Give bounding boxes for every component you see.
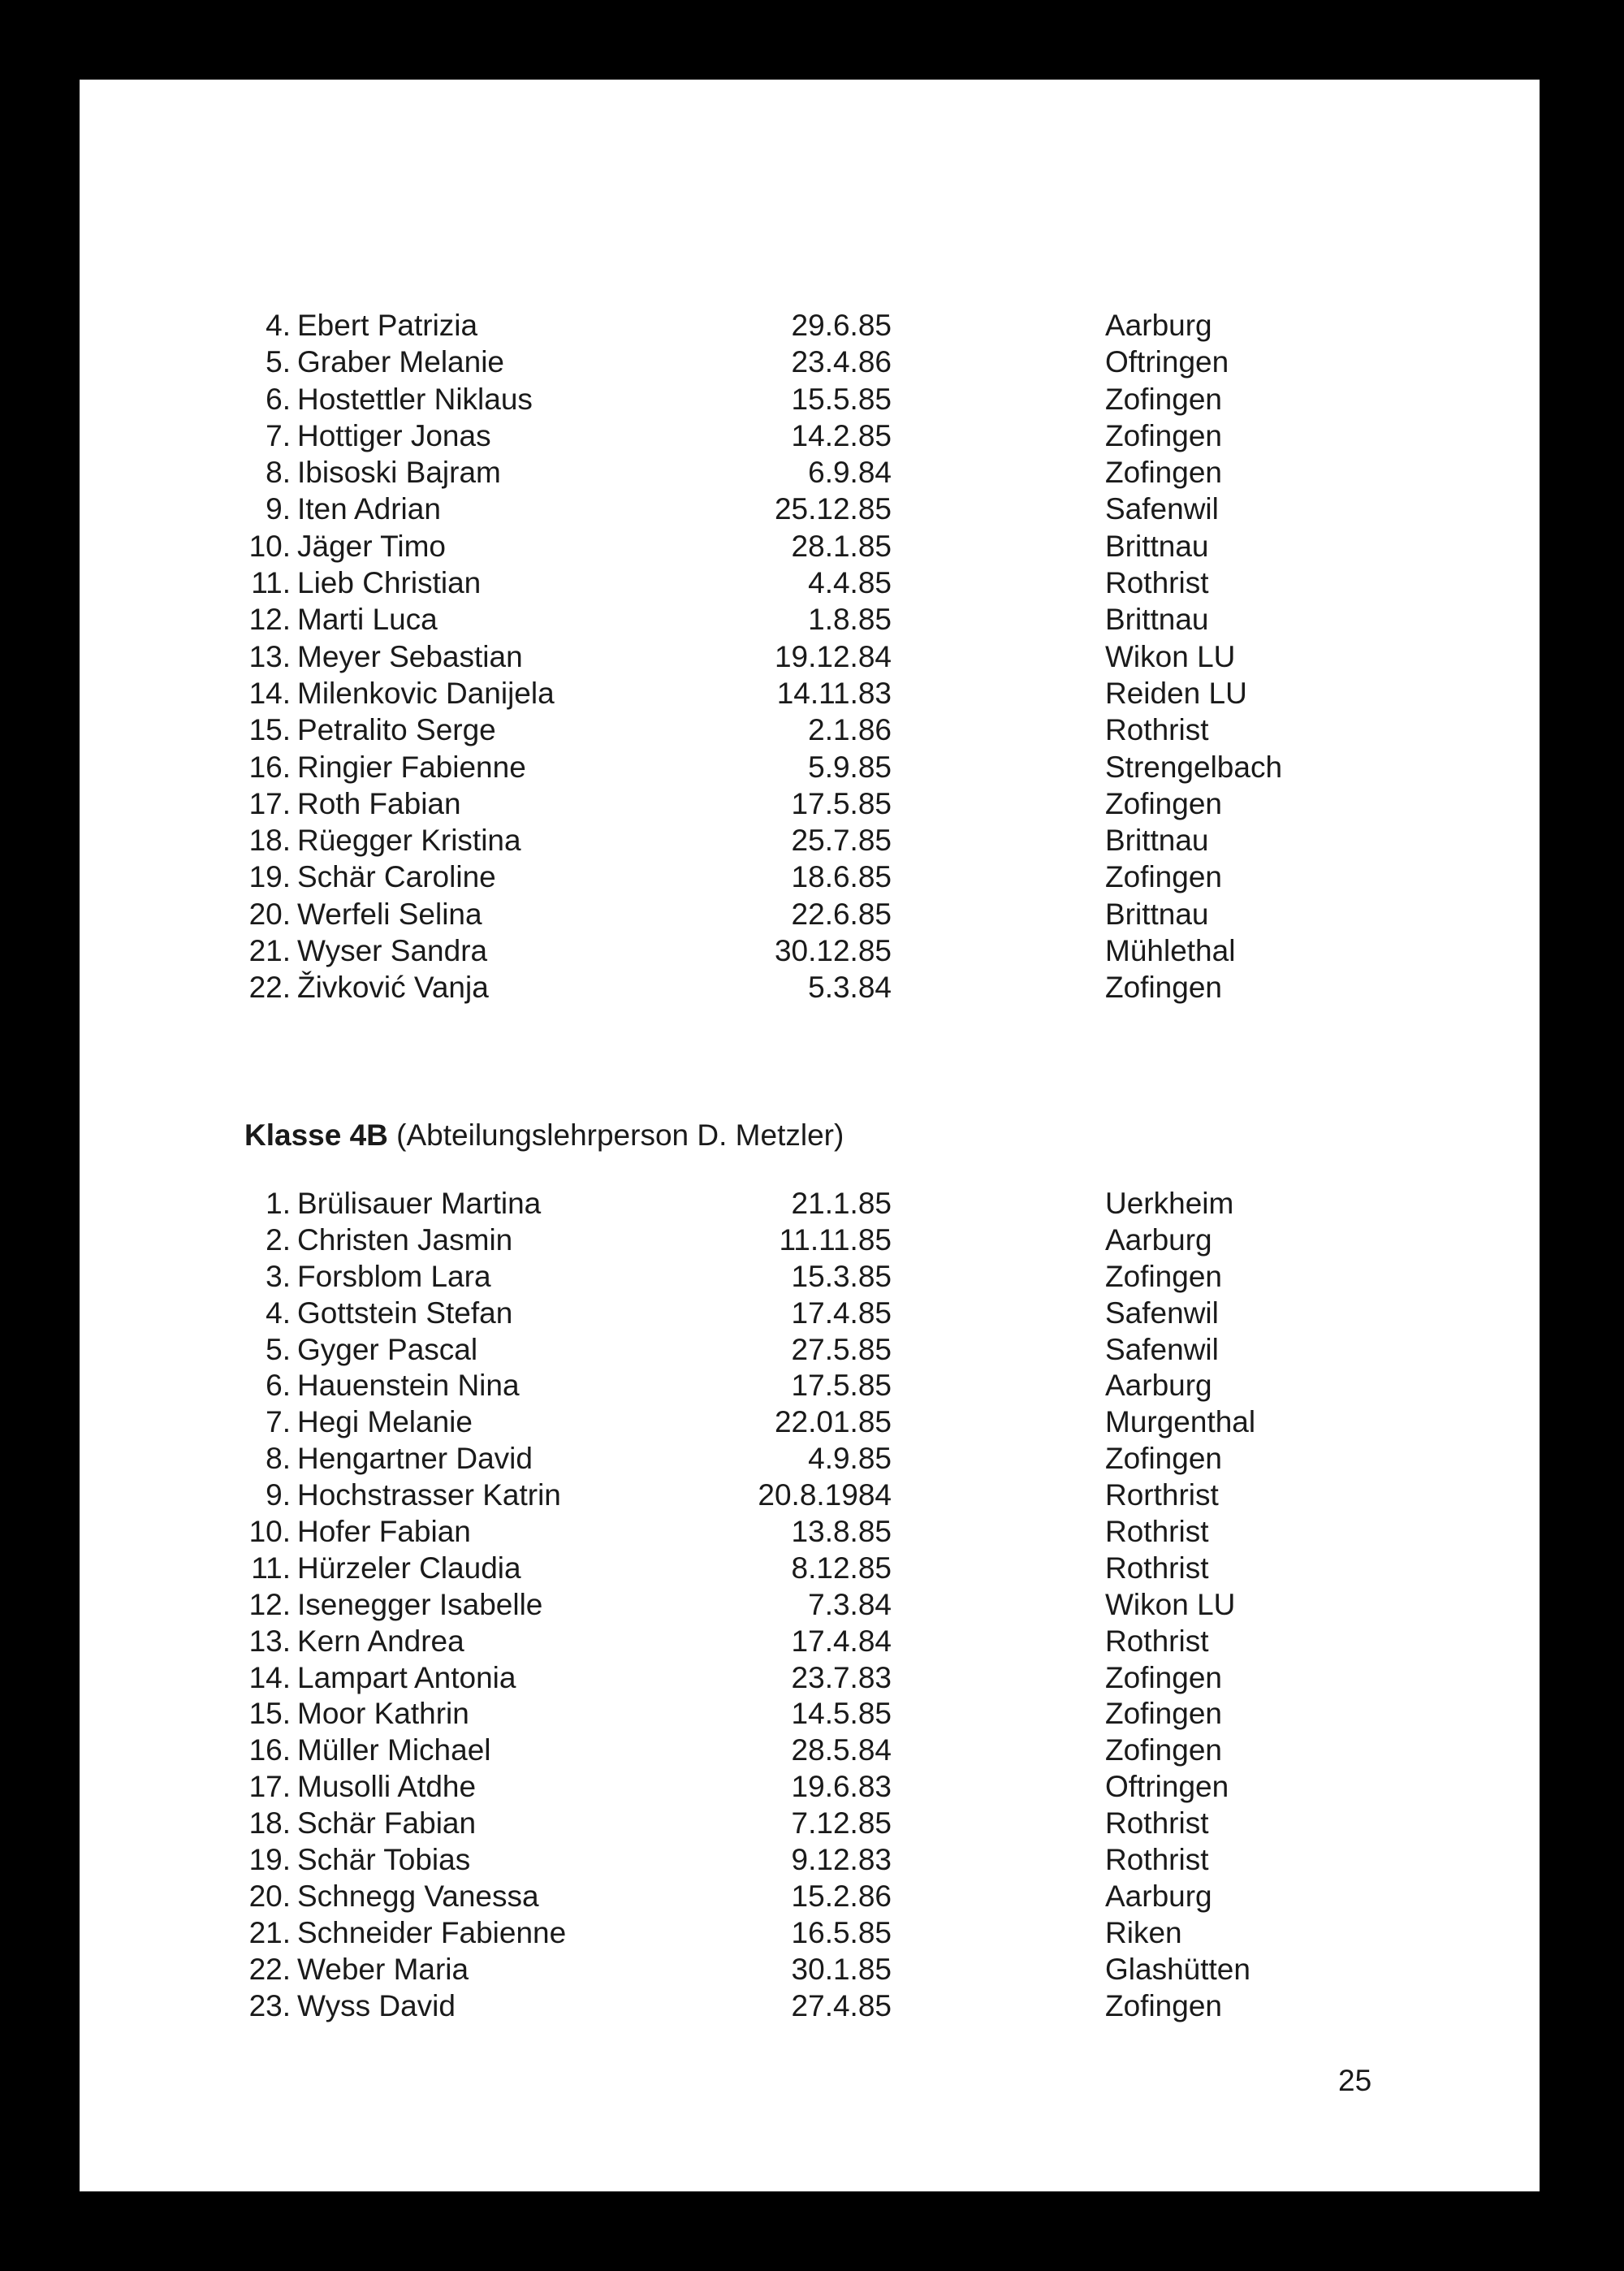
row-number: 10. (248, 1515, 291, 1549)
hometown: Brittnau (1105, 824, 1209, 858)
hometown: Reiden LU (1105, 676, 1247, 710)
student-row (242, 785, 1460, 822)
hometown: Riken (1105, 1915, 1182, 1949)
student-row (242, 638, 1460, 675)
student-name: Hürzeler Claudia (297, 1551, 521, 1585)
hometown: Brittnau (1105, 897, 1209, 931)
birth-date: 28.1.85 (791, 529, 892, 563)
student-name: Forsblom Lara (297, 1259, 491, 1293)
student-row (242, 675, 1460, 712)
hometown: Murgenthal (1105, 1405, 1256, 1439)
student-row (242, 1296, 1460, 1332)
student-name: Hengartner David (297, 1442, 533, 1476)
student-row (242, 381, 1460, 417)
row-number: 14. (248, 1660, 291, 1694)
student-row (242, 454, 1460, 491)
student-name: Isenegger Isabelle (297, 1587, 543, 1621)
row-number: 7. (266, 418, 291, 452)
birth-date: 14.5.85 (791, 1697, 892, 1731)
row-number: 7. (266, 1405, 291, 1439)
student-name: Hauenstein Nina (297, 1369, 520, 1403)
birth-date: 14.2.85 (791, 418, 892, 452)
student-name: Roth Fabian (297, 786, 461, 820)
birth-date: 8.12.85 (791, 1551, 892, 1585)
row-number: 17. (248, 786, 291, 820)
student-name: Iten Adrian (297, 492, 441, 526)
student-name: Kern Andrea (297, 1624, 464, 1658)
birth-date: 30.1.85 (791, 1952, 892, 1986)
student-name: Moor Kathrin (297, 1697, 469, 1731)
birth-date: 2.1.86 (808, 713, 892, 747)
row-number: 13. (248, 1624, 291, 1658)
row-number: 18. (248, 824, 291, 858)
birth-date: 23.7.83 (791, 1660, 892, 1694)
student-row (242, 1806, 1460, 1842)
student-row (242, 712, 1460, 748)
student-name: Marti Luca (297, 603, 438, 637)
birth-date: 17.5.85 (791, 786, 892, 820)
birth-date: 5.3.84 (808, 971, 892, 1005)
student-name: Gottstein Stefan (297, 1296, 513, 1330)
student-row (242, 859, 1460, 895)
student-row (242, 1624, 1460, 1660)
birth-date: 14.11.83 (776, 676, 892, 710)
hometown: Rothrist (1105, 1806, 1209, 1841)
page-number: 25 (1338, 2064, 1372, 2097)
document-page (80, 80, 1540, 2191)
hometown: Zofingen (1105, 418, 1222, 452)
row-number: 14. (248, 676, 291, 710)
student-list-4b (242, 1186, 1460, 2024)
row-number: 4. (266, 1296, 291, 1330)
birth-date: 7.12.85 (791, 1806, 892, 1841)
hometown: Rothrist (1105, 1515, 1209, 1549)
student-name: Jäger Timo (297, 529, 447, 563)
student-row (242, 307, 1460, 344)
hometown: Zofingen (1105, 1697, 1222, 1731)
birth-date: 23.4.86 (791, 345, 892, 379)
hometown: Wikon LU (1105, 1587, 1236, 1621)
birth-date: 18.6.85 (791, 860, 892, 894)
birth-date: 30.12.85 (774, 934, 892, 968)
row-number: 17. (248, 1770, 291, 1804)
class-heading-title: Klasse 4B (244, 1118, 388, 1152)
student-name: Wyser Sandra (297, 934, 488, 968)
birth-date: 19.12.84 (774, 639, 892, 673)
student-name: Hofer Fabian (297, 1515, 471, 1549)
row-number: 10. (248, 529, 291, 563)
row-number: 15. (248, 713, 291, 747)
student-row (242, 896, 1460, 932)
student-row (242, 822, 1460, 859)
hometown: Zofingen (1105, 860, 1222, 894)
row-number: 23. (248, 1988, 291, 2022)
row-number: 12. (248, 603, 291, 637)
student-name: Schär Fabian (297, 1806, 477, 1841)
birth-date: 22.01.85 (774, 1405, 892, 1439)
row-number: 22. (248, 1952, 291, 1986)
birth-date: 17.4.84 (791, 1624, 892, 1658)
hometown: Aarburg (1105, 1879, 1212, 1913)
hometown: Safenwil (1105, 1332, 1219, 1366)
hometown: Zofingen (1105, 1442, 1222, 1476)
birth-date: 15.3.85 (791, 1259, 892, 1293)
student-name: Milenkovic Danijela (297, 676, 555, 710)
student-name: Schär Caroline (297, 860, 496, 894)
row-number: 6. (266, 382, 291, 416)
birth-date: 19.6.83 (791, 1770, 892, 1804)
hometown: Zofingen (1105, 971, 1222, 1005)
hometown: Zofingen (1105, 382, 1222, 416)
row-number: 2. (266, 1222, 291, 1257)
hometown: Zofingen (1105, 1733, 1222, 1767)
student-name: Werfeli Selina (297, 897, 482, 931)
student-row (242, 1332, 1460, 1369)
student-name: Živković Vanja (297, 971, 489, 1005)
birth-date: 17.4.85 (791, 1296, 892, 1330)
student-name: Hostettler Niklaus (297, 382, 533, 416)
student-name: Schneider Fabienne (297, 1915, 567, 1949)
row-number: 3. (266, 1259, 291, 1293)
student-row (242, 1368, 1460, 1404)
birth-date: 11.11.85 (779, 1222, 892, 1257)
student-name: Schnegg Vanessa (297, 1879, 539, 1913)
birth-date: 7.3.84 (808, 1587, 892, 1621)
row-number: 12. (248, 1587, 291, 1621)
student-name: Hottiger Jonas (297, 418, 491, 452)
row-number: 18. (248, 1806, 291, 1841)
hometown: Rothrist (1105, 1843, 1209, 1877)
student-row (242, 1879, 1460, 1915)
student-row (242, 601, 1460, 638)
hometown: Aarburg (1105, 1222, 1212, 1257)
row-number: 13. (248, 639, 291, 673)
student-row (242, 932, 1460, 969)
row-number: 16. (248, 1733, 291, 1767)
hometown: Rothrist (1105, 1551, 1209, 1585)
hometown: Oftringen (1105, 345, 1229, 379)
student-name: Brülisauer Martina (297, 1187, 542, 1220)
birth-date: 27.5.85 (791, 1332, 892, 1366)
student-name: Petralito Serge (297, 713, 496, 747)
student-name: Wyss David (297, 1988, 456, 2022)
birth-date: 9.12.83 (791, 1843, 892, 1877)
hometown: Zofingen (1105, 456, 1222, 490)
hometown: Zofingen (1105, 1259, 1222, 1293)
student-name: Ibisoski Bajram (297, 456, 501, 490)
student-row (242, 1842, 1460, 1879)
student-row (242, 344, 1460, 380)
student-row (242, 749, 1460, 785)
row-number: 11. (251, 1551, 291, 1585)
birth-date: 22.6.85 (791, 897, 892, 931)
student-row (242, 1259, 1460, 1296)
birth-date: 13.8.85 (791, 1515, 892, 1549)
row-number: 8. (266, 456, 291, 490)
birth-date: 5.9.85 (808, 750, 892, 784)
student-name: Weber Maria (297, 1952, 469, 1986)
student-name: Ringier Fabienne (297, 750, 526, 784)
birth-date: 16.5.85 (791, 1915, 892, 1949)
student-row (242, 1587, 1460, 1624)
birth-date: 25.7.85 (791, 824, 892, 858)
student-name: Lieb Christian (297, 566, 482, 600)
student-row (242, 1988, 1460, 2025)
class-heading-teacher: (Abteilungslehrperson D. Metzler) (387, 1118, 844, 1152)
row-number: 11. (251, 566, 291, 600)
birth-date: 29.6.85 (791, 309, 892, 342)
birth-date: 17.5.85 (791, 1369, 892, 1403)
student-list-continued (242, 307, 1460, 1006)
row-number: 4. (266, 309, 291, 342)
hometown: Safenwil (1105, 492, 1219, 526)
row-number: 8. (266, 1442, 291, 1476)
row-number: 19. (248, 1843, 291, 1877)
student-row (242, 1186, 1460, 1222)
hometown: Safenwil (1105, 1296, 1219, 1330)
birth-date: 4.9.85 (808, 1442, 892, 1476)
row-number: 9. (266, 1478, 291, 1512)
row-number: 5. (266, 345, 291, 379)
hometown: Brittnau (1105, 603, 1209, 637)
student-name: Hochstrasser Katrin (297, 1478, 561, 1512)
row-number: 9. (266, 492, 291, 526)
birth-date: 25.12.85 (774, 492, 892, 526)
student-row (242, 1404, 1460, 1441)
row-number: 6. (266, 1369, 291, 1403)
birth-date: 4.4.85 (808, 566, 892, 600)
student-row (242, 491, 1460, 527)
hometown: Rothrist (1105, 1624, 1209, 1658)
row-number: 22. (248, 971, 291, 1005)
student-row (242, 969, 1460, 1006)
birth-date: 6.9.84 (808, 456, 892, 490)
student-row (242, 528, 1460, 565)
hometown: Brittnau (1105, 529, 1209, 563)
birth-date: 15.5.85 (791, 382, 892, 416)
student-name: Schär Tobias (297, 1843, 471, 1877)
student-row (242, 1441, 1460, 1477)
student-name: Rüegger Kristina (297, 824, 521, 858)
birth-date: 28.5.84 (791, 1733, 892, 1767)
student-row (242, 1514, 1460, 1551)
student-row (242, 1769, 1460, 1806)
student-row (242, 1696, 1460, 1732)
student-name: Hegi Melanie (297, 1405, 473, 1439)
student-name: Ebert Patrizia (297, 309, 478, 342)
hometown: Zofingen (1105, 1988, 1222, 2022)
student-name: Lampart Antonia (297, 1660, 516, 1694)
student-row (242, 1732, 1460, 1769)
student-row (242, 565, 1460, 601)
birth-date: 27.4.85 (791, 1988, 892, 2022)
hometown: Aarburg (1105, 1369, 1212, 1403)
row-number: 1. (266, 1187, 291, 1220)
birth-date: 1.8.85 (808, 603, 892, 637)
row-number: 20. (248, 897, 291, 931)
student-row (242, 417, 1460, 454)
hometown: Oftringen (1105, 1770, 1229, 1804)
class-heading (244, 1116, 844, 1155)
student-name: Graber Melanie (297, 345, 505, 379)
birth-date: 15.2.86 (791, 1879, 892, 1913)
hometown: Rothrist (1105, 566, 1209, 600)
student-row (242, 1551, 1460, 1587)
student-row (242, 1477, 1460, 1514)
hometown: Strengelbach (1105, 750, 1283, 784)
student-row (242, 1915, 1460, 1952)
hometown: Mühlethal (1105, 934, 1236, 968)
student-row (242, 1660, 1460, 1697)
row-number: 20. (248, 1879, 291, 1913)
hometown: Zofingen (1105, 786, 1222, 820)
birth-date: 20.8.1984 (758, 1478, 892, 1512)
row-number: 21. (248, 934, 291, 968)
hometown: Glashütten (1105, 1952, 1250, 1986)
row-number: 15. (248, 1697, 291, 1731)
student-name: Müller Michael (297, 1733, 491, 1767)
hometown: Aarburg (1105, 309, 1212, 342)
student-name: Gyger Pascal (297, 1332, 478, 1366)
student-name: Musolli Atdhe (297, 1770, 477, 1804)
birth-date: 21.1.85 (791, 1187, 892, 1220)
row-number: 19. (248, 860, 291, 894)
row-number: 5. (266, 1332, 291, 1366)
row-number: 16. (248, 750, 291, 784)
hometown: Rorthrist (1105, 1478, 1219, 1512)
hometown: Wikon LU (1105, 639, 1236, 673)
student-row (242, 1952, 1460, 1988)
hometown: Rothrist (1105, 713, 1209, 747)
student-name: Christen Jasmin (297, 1222, 513, 1257)
hometown: Zofingen (1105, 1660, 1222, 1694)
row-number: 21. (248, 1915, 291, 1949)
student-row (242, 1222, 1460, 1259)
student-name: Meyer Sebastian (297, 639, 523, 673)
hometown: Uerkheim (1105, 1187, 1234, 1220)
